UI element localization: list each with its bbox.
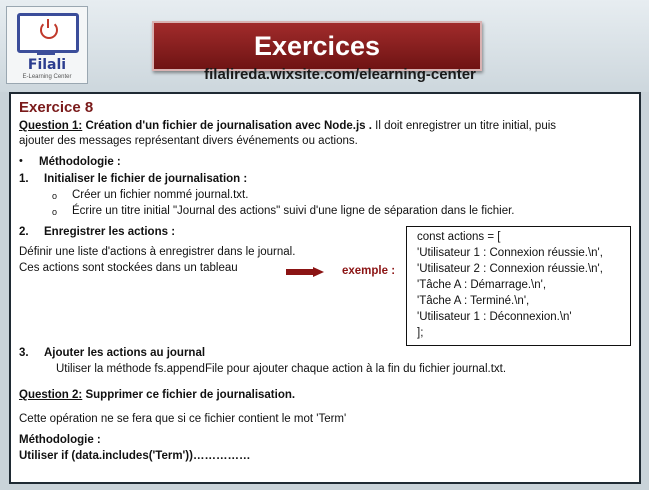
logo [6, 6, 88, 84]
code-line: 'Tâche A : Terminé.\n', [417, 295, 530, 307]
code-line: 'Utilisateur 2 : Connexion réussie.\n', [417, 263, 603, 275]
question-1-text: Il doit enregistrer un titre initial, puis [371, 120, 557, 132]
arrow-right-icon [286, 267, 324, 277]
step-2-title: Enregistrer les actions : [44, 226, 176, 238]
question-1 [19, 119, 556, 134]
code-line: 'Utilisateur 1 : Déconnexion.\n' [417, 311, 572, 323]
code-line: 'Utilisateur 1 : Connexion réussie.\n', [417, 247, 603, 259]
step-2-text-1: Définir une liste d'actions à enregistrer dans le journal. [19, 246, 296, 258]
question-2-title: Supprimer ce fichier de journalisation. [85, 389, 296, 401]
question-2-label: Question 2: [19, 389, 83, 401]
code-line: const actions = [ [417, 231, 501, 243]
logo-name: Filali [27, 57, 67, 73]
question-2-text: Cette opération ne se fera que si ce fichier contient le mot 'Term' [19, 413, 347, 425]
monitor-icon [17, 13, 79, 53]
step-3-number: 3. [19, 347, 29, 359]
step-3-title: Ajouter les actions au journal [44, 347, 206, 359]
power-icon [40, 21, 58, 39]
methodology-heading-2: Méthodologie : [19, 434, 101, 446]
code-line: 'Tâche A : Démarrage.\n', [417, 279, 547, 291]
sub-bullet-icon: o [52, 191, 58, 201]
sub-bullet-icon: o [52, 207, 58, 217]
step-2-text-2: Ces actions sont stockées dans un tableau [19, 262, 238, 274]
exercise-title: Exercice 8 [19, 99, 94, 116]
question-1-text-continued: ajouter des messages représentant divers événements ou actions. [19, 135, 358, 147]
step-1-number: 1. [19, 173, 29, 185]
question-1-title: Création d'un fichier de journalisation avec Node.js . [85, 120, 372, 132]
page-title: Exercices [152, 21, 482, 71]
logo-subtitle: E-Learning Center [22, 74, 72, 80]
step-1-title: Initialiser le fichier de journalisation : [44, 173, 248, 185]
question-2 [19, 388, 295, 403]
methodology-heading: Méthodologie : [39, 156, 121, 168]
question-1-label: Question 1: [19, 120, 83, 132]
step-2-number: 2. [19, 226, 29, 238]
step-1-item-2: Écrire un titre initial "Journal des actions" suivi d'une ligne de séparation dans le fichier. [72, 205, 515, 217]
step-1-item-1: Créer un fichier nommé journal.txt. [72, 189, 249, 201]
site-url: filalireda.wixsite.com/elearning-center [204, 66, 476, 83]
bullet-icon: • [19, 155, 23, 167]
question-2-hint: Utiliser if (data.includes('Term'))…………… [19, 450, 251, 462]
step-3-text: Utiliser la méthode fs.appendFile pour ajouter chaque action à la fin du fichier journal.txt. [56, 363, 507, 375]
code-example-box [406, 226, 631, 346]
example-label: exemple : [342, 265, 396, 277]
monitor-stand [37, 51, 55, 55]
code-line: ]; [417, 327, 424, 339]
exercise-content [9, 92, 641, 484]
